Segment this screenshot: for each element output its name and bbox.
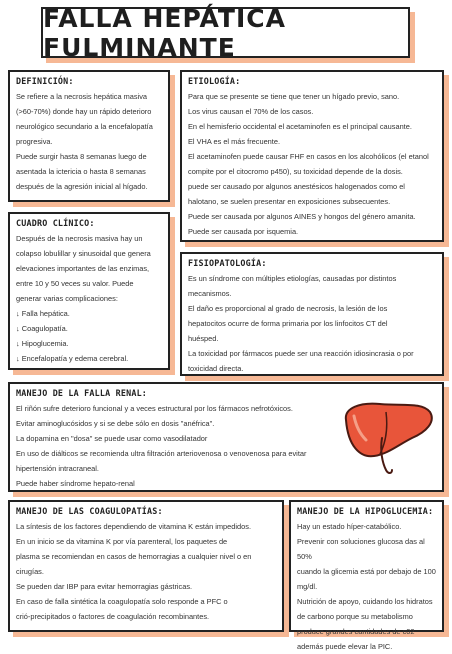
- cuadro-clinico-title: CUADRO CLÍNICO:: [16, 218, 95, 228]
- falla-renal-title: MANEJO DE LA FALLA RENAL:: [16, 388, 148, 398]
- text-line: El acetaminofen puede causar FHF en casos en los alcohólicos (el etanol: [188, 152, 429, 161]
- text-line: Se refiere a la necrosis hepática masiva: [16, 92, 148, 101]
- text-line: Puede ser causada por isquemia.: [188, 227, 299, 236]
- list-item: ↓ Coagulopatía.: [16, 324, 68, 333]
- text-line: huésped.: [188, 334, 219, 343]
- text-line: El VHA es el más frecuente.: [188, 137, 281, 146]
- text-line: cirugías.: [16, 567, 44, 576]
- text-line: neurológico secundario a la encefalopatía: [16, 122, 153, 131]
- text-line: Puede haber síndrome hepato-renal: [16, 479, 135, 488]
- etiologia-body: [188, 89, 436, 239]
- text-line: hipertensión intracraneal.: [16, 464, 99, 473]
- text-line: En el hemisferio occidental el acetaminofen es el principal causante.: [188, 122, 412, 131]
- text-line: En un inicio se da vitamina K por vía parenteral, los paquetes de: [16, 537, 228, 546]
- text-line: hepatocitos ocurre de forma primaria por los linfocitos CT del: [188, 319, 388, 328]
- text-line: produce grandes cantidades de c02: [297, 627, 415, 636]
- coagulopatias-title: MANEJO DE LAS COAGULOPATÍAS:: [16, 506, 163, 516]
- text-line: Prevenir con soluciones glucosa das al 50%: [297, 537, 425, 561]
- text-line: mecanismos.: [188, 289, 232, 298]
- text-line: crió-precipitados o factores de coagulación recombinantes.: [16, 612, 210, 621]
- text-line: Los virus causan el 70% de los casos.: [188, 107, 314, 116]
- text-line: además puede elevar la PIC.: [297, 642, 393, 651]
- cuadro-clinico-body: [16, 231, 162, 366]
- text-line: Se pueden dar IBP para evitar hemorragias gástricas.: [16, 582, 193, 591]
- text-line: Hay un estado híper-catabólico.: [297, 522, 402, 531]
- text-line: entre 10 y 50 veces su valor. Puede: [16, 279, 134, 288]
- text-line: En caso de falla sintética la coagulopatía solo responde a PFC o: [16, 597, 228, 606]
- text-line: Después de la necrosis masiva hay un: [16, 234, 143, 243]
- text-line: Es un síndrome con múltiples etiologías, causadas por distintos: [188, 274, 397, 283]
- text-line: halotano, se suelen presentar en exposiciones subsecuentes.: [188, 197, 391, 206]
- text-line: después de la agresión inicial al hígado.: [16, 182, 148, 191]
- text-line: puede ser causado por algunos anestésicos halogenados como el: [188, 182, 405, 191]
- liver-icon: [340, 398, 436, 478]
- text-line: de carbono porque su metabolismo: [297, 612, 413, 621]
- text-line: Puede ser causada por algunos AINES y hongos del género amanita.: [188, 212, 416, 221]
- definicion-card: [8, 70, 170, 202]
- text-line: Evitar aminoglucósidos y si se debe sólo en dosis "anéfrica".: [16, 419, 215, 428]
- text-line: asentada la ictericia o hasta 8 semanas: [16, 167, 146, 176]
- text-line: generar varias complicaciones:: [16, 294, 118, 303]
- text-line: Puede surgir hasta 8 semanas luego de: [16, 152, 147, 161]
- text-line: La toxicidad por fármacos puede ser una reacción idiosincrasia o por: [188, 349, 414, 358]
- text-line: El riñón sufre deterioro funcional y a veces estructural por los fármacos nefrotóxicos.: [16, 404, 293, 413]
- text-line: compite por el citocromo p450), su toxicidad depende de la dosis.: [188, 167, 403, 176]
- coagulopatias-card: [8, 500, 284, 632]
- hipoglucemia-card: [289, 500, 444, 651]
- page-title: FALLA HEPÁTICA FULMINANTE: [43, 3, 286, 62]
- fisiopatologia-card: [180, 252, 444, 376]
- text-line: plasma se recomiendan en casos de hemorragias a cualquier nivel o en: [16, 552, 252, 561]
- text-line: (>60-70%) donde hay un rápido deterioro: [16, 107, 152, 116]
- text-line: La síntesis de los factores dependiendo de vitamina K están impedidos.: [16, 522, 252, 531]
- coagulopatias-body: [16, 519, 276, 624]
- etiologia-card: [180, 70, 444, 242]
- fisiopatologia-body: [188, 271, 436, 376]
- cuadro-clinico-card: [8, 212, 170, 370]
- definicion-body: [16, 89, 162, 194]
- title-card: [41, 3, 410, 62]
- list-item: ↓ Encefalopatía y edema cerebral.: [16, 354, 129, 363]
- list-item: ↓ Hipoglucemia.: [16, 339, 69, 348]
- text-line: El daño es proporcional al grado de necrosis, la lesión de los: [188, 304, 388, 313]
- hipoglucemia-body: [297, 519, 436, 654]
- text-line: progresiva.: [16, 137, 53, 146]
- text-line: elevaciones importantes de las enzimas,: [16, 264, 150, 273]
- fisiopatologia-title: FISIOPATOLOGÍA:: [188, 258, 267, 268]
- list-item: ↓ Falla hepática.: [16, 309, 70, 318]
- etiologia-title: ETIOLOGÍA:: [188, 76, 241, 86]
- text-line: toxicidad directa.: [188, 364, 244, 373]
- text-line: colapso lobulillar y sinusoidal que genera: [16, 249, 151, 258]
- definicion-title: DEFINICIÓN:: [16, 76, 74, 86]
- text-line: mg/dl.: [297, 582, 318, 591]
- hipoglucemia-title: MANEJO DE LA HIPOGLUCEMIA:: [297, 506, 434, 516]
- text-line: Nutrición de apoyo, cuidando los hidratos: [297, 597, 433, 606]
- text-line: Para que se presente se tiene que tener un hígado previo, sano.: [188, 92, 400, 101]
- text-line: La dopamina en "dosa" se puede usar como vasodilatador: [16, 434, 208, 443]
- text-line: En uso de diálticos se recomienda ultra filtración arteriovenosa o venovenosa para evitar: [16, 449, 307, 458]
- text-line: cuando la glicemia está por debajo de 100: [297, 567, 436, 576]
